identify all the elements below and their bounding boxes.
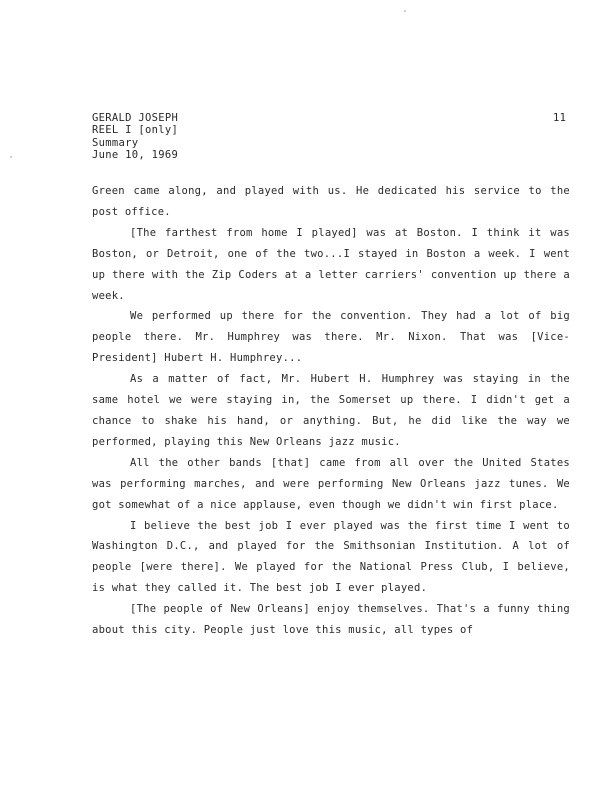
paragraph: [The farthest from home I played] was at Boston. I think it was Boston, or Detroit, one of the two...I stayed in Boston a week. I went up there with the Zip Coders at a letter carriers' convention up there a week. — [92, 226, 570, 302]
paragraph: Green came along, and played with us. He dedicated his service to the post office. — [92, 185, 570, 218]
scan-speck — [10, 156, 12, 158]
paragraph: I believe the best job I ever played was the first time I went to Washington D.C., and played for the Smithsonian Institution. A lot of people [were there]. We played for the National Press Club, I believe, is what they called it. The best job I ever played. — [92, 519, 570, 595]
scan-speck — [404, 10, 406, 12]
paragraph: [The people of New Orleans] enjoy themselves. That's a funny thing about this city. People just love this music, all types of — [92, 603, 570, 637]
interview-date: June 10, 1969 — [92, 149, 179, 162]
reel-label: REEL I [only] — [92, 124, 179, 137]
interviewee-name: GERALD JOSEPH — [92, 112, 179, 124]
page-number: 11 — [553, 112, 567, 124]
paragraph: We performed up there for the convention. They had a lot of big people there. Mr. Humphrey was there. Mr. Nixon. That was [Vice-President] Hubert H. Humphrey... — [92, 310, 570, 365]
paragraph: As a matter of fact, Mr. Hubert H. Humphrey was staying in the same hotel we were staying in, the Somerset up there. I didn't get a chance to shake his hand, or anything. But, he did like the way we performed, playing this New Orleans jazz music. — [92, 373, 570, 448]
interview-header — [92, 112, 178, 162]
document-type: Summary — [92, 136, 139, 149]
paragraph: All the other bands [that] came from all over the United States was performing marches, and were performing New Orleans jazz tunes. We got somewhat of a nice applause, even though we didn't win first place. — [92, 456, 570, 511]
transcript-body — [92, 181, 570, 641]
